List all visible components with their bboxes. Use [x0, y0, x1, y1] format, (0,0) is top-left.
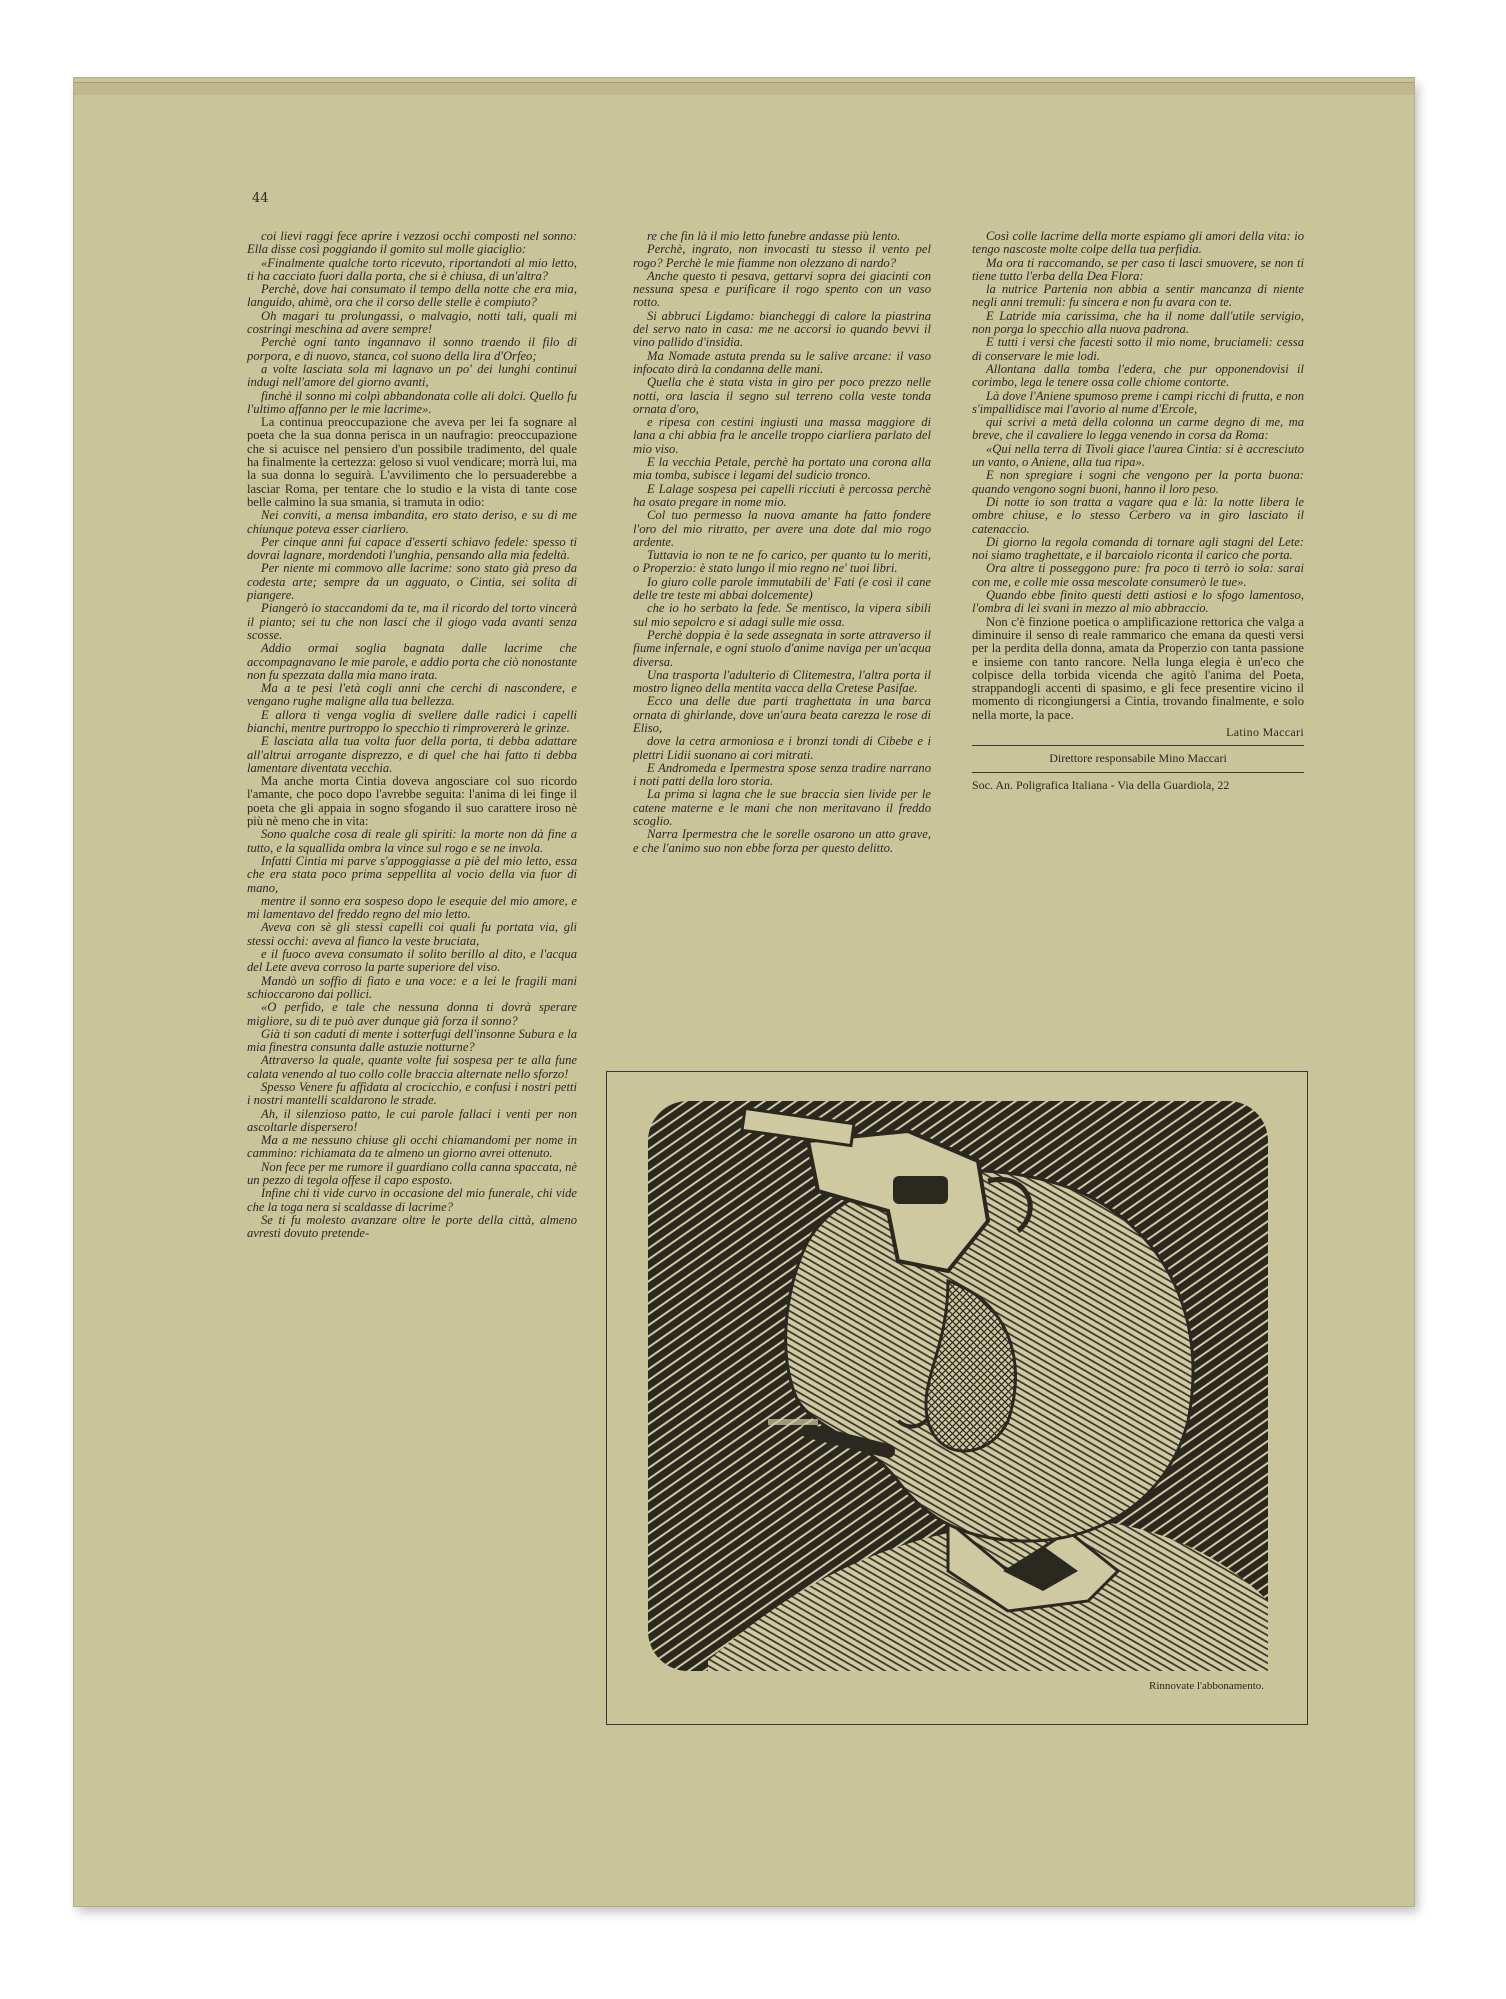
paragraph: Di giorno la regola comanda di tornare agli stagni del Lete: noi siamo traghettate, e il barcaiolo riconta il carico che porta. [972, 534, 1304, 563]
paragraph: Io giuro colle parole immutabili de' Fati (e così il cane delle tre teste mi abbai dolcemente) [633, 574, 931, 603]
paragraph: Ma Nomade astuta prenda su le salive arcane: il vaso infocato dirà la condanna delle mani. [633, 348, 931, 376]
paragraph: Là dove l'Aniene spumoso preme i campi ricchi di frutta, e non s'impallidisce mai l'avorio al nume d'Ercole, [972, 388, 1304, 416]
paragraph: Col tuo permesso la nuova amante ha fatto fondere l'oro del mio ritratto, per avere una dote dal mio rogo ardente. [633, 508, 931, 549]
paragraph: Non c'è finzione poetica o amplificazione rettorica che valga a diminuire il senso di reale rammarico che emana da questi versi per la perdita della donna, amata da Properzio con tanta passione e insieme con tanto rancore. Nella lunga elegia è un'eco che colpisce della torbida vicenda che agitò l'anima del Poeta, strappandogli accenti di spasimo, e gli fece presentire vicino il momento di ricongiungersi a Cintia, trovando finalmente, e solo nella morte, la pace. [972, 614, 1304, 722]
paragraph: re che fin là il mio letto funebre andasse più lento. [647, 229, 901, 243]
paragraph: Se ti fu molesto avanzare oltre le porte della città, almeno avresti dovuto pretende- [247, 1212, 577, 1241]
director-credit: Direttore responsabile Mino Maccari [1049, 751, 1227, 766]
paragraph: Spesso Venere fu affidata al crocicchio, e confusi i nostri petti i nostri mantelli scaldarono le strade. [247, 1080, 577, 1108]
folded-sheet-edge [74, 82, 1414, 95]
paragraph: Ma a me nessuno chiuse gli occhi chiamandomi per nome in cammino: richiamata da te almeno un giorno avrei ottenuto. [247, 1133, 577, 1161]
column-3-body [972, 230, 1304, 722]
text-column-3 [972, 230, 1304, 792]
paragraph: dove la cetra armoniosa e i bronzi tondi di Cibebe e i plettri Lidii suonano ai cori mitrati. [633, 734, 931, 762]
paragraph: Infatti Cintia mi parve s'appoggiasse a piè del mio letto, essa che era stata poco prima seppellita al vocio della via fuor di mano, [247, 853, 577, 895]
paragraph: La prima si lagna che le sue braccia sien livide per le catene materne e le mani che non meritavano il freddo scoglio. [633, 787, 931, 829]
paragraph: Narra Ipermestra che le sorelle osarono un atto grave, e che l'animo suo non ebbe forza per questo delitto. [633, 827, 931, 855]
printer-credit: Soc. An. Poligrafica Italiana - Via della Guardiola, 22 [972, 777, 1230, 792]
paragraph: Addio ormai soglia bagnata dalle lacrime che accompagnavano le mie parole, e addio porta che ciò nonostante non fu spezzata dalla mia mano irata. [247, 641, 577, 682]
paragraph: che io ho serbato la fede. Se mentisco, la vipera sibili sul mio sepolcro e si adagi sulle mie ossa. [633, 601, 931, 629]
paragraph: «Qui nella terra di Tivoli giace l'aurea Cintia: si è accresciuto un vanto, o Aniene, alla tua ripa». [972, 441, 1304, 470]
paragraph: Oh magari tu prolungassi, o malvagio, notti tali, quali mi costringi meschina ad avere sempre! [247, 308, 577, 337]
paragraph: Piangerò io staccandomi da te, ma il ricordo del torto vincerà il pianto; sei tu che non lasci che il giogo vada avanti senza scosse. [247, 601, 577, 642]
paragraph: Ma anche morta Cintia doveva angosciare col suo ricordo l'amante, che poco dopo l'avrebbe seguita: l'anima di lei finge il poeta che gli appaia in sogno sfogando il suo carattere iroso nè più nè meno che in vita: [247, 774, 577, 829]
paragraph: la nutrice Partenia non abbia a sentir mancanza di niente negli anni tremuli: fu sincera e non fu avara con te. [972, 282, 1304, 310]
paragraph: E tutti i versi che facesti sotto il mio nome, bruciameli: cessa di conservare le mie lodi. [972, 335, 1304, 363]
paragraph: Mandò un soffio di fiato e una voce: e a lei le fragili mani schioccarono dai pollici. [247, 973, 577, 1001]
paragraph: Tuttavia io non te ne fo carico, per quanto tu lo meriti, o Properzio: è stato lungo il mio regno ne' tuoi libri. [633, 548, 931, 576]
paragraph: Per cinque anni fui capace d'esserti schiavo fedele: spesso ti dovrai lagnare, mordendoti l'unghia, pensando alla mia fedeltà. [247, 534, 577, 563]
divider-rule [972, 745, 1304, 746]
revolver-cylinder [893, 1176, 948, 1204]
paragraph: Ma a te pesi l'età cogli anni che cerchi di nascondere, e vengano rughe maligne alla tua bellezza. [247, 681, 577, 709]
paragraph: mentre il sonno era sospeso dopo le esequie del mio amore, e mi lamentavo del freddo regno del mio letto. [247, 893, 577, 922]
paragraph: qui scrivi a metà della colonna un carme degno di me, ma breve, che il cavaliere lo legga venendo in corsa da Roma: [972, 415, 1304, 443]
paragraph: e ripesa con cestini ingiusti una massa maggiore di lana a chi abbia fra le ancelle troppo ciarliera parlato del mio viso. [633, 415, 931, 456]
paragraph: Ecco una delle due parti traghettata in una barca ornata di ghirlande, dove un'aura beata carezza le rose di Eliso, [633, 694, 931, 735]
paragraph: Ah, il silenzioso patto, le cui parole fallaci i venti per non ascoltarle dispersero! [247, 1106, 577, 1134]
paragraph: Sono qualche cosa di reale gli spiriti: la morte non dà fine a tutto, e la squallida ombra la vince sul rogo e se ne invola. [247, 827, 577, 855]
paragraph: finchè il sonno mi colpì abbandonata colle ali dolci. Quello fu l'ultimo affanno per le mie lacrime». [247, 388, 577, 416]
paragraph: La continua preoccupazione che aveva per lei fa sognare al poeta che la sua donna perisca in un naufragio: preoccupazione che si acuisce nel pensiero d'un possibile tradimento, del quale ha finalmente la certezza: geloso si vuol vendicare; morrà lui, ma la sua donna lo seguirà. L'avvilimento che lo persuaderebbe a lasciar Roma, per tentare che lo studio e la vista di tante cose belle calmino la sua smania, si tramuta in odio: [247, 415, 577, 509]
paragraph: Di notte io son tratta a vagare qua e là: la notte libera le ombre chiuse, e lo stesso Cerbero va in giro lasciato il catenaccio. [972, 494, 1304, 536]
paragraph: Quando ebbe finito questi detti astiosi e lo sfogo lamentoso, l'ombra di lei svanì in mezzo al mio abbraccio. [972, 588, 1304, 616]
paragraph: Non fece per me rumore il guardiano colla canna spaccata, nè un pezzo di tegola offese il capo esposto. [247, 1159, 577, 1188]
paragraph: E la vecchia Petale, perchè ha portato una corona alla mia tomba, subisce i legami del sudicio tronco. [633, 455, 931, 483]
paragraph: Attraverso la quale, quante volte fui sospesa per te alla fune calata venendo al tuo collo colle braccia alternate nello sforzo! [247, 1053, 577, 1081]
paragraph: Allontana dalla tomba l'edera, che pur opponendovisi il corimbo, lega le tenere ossa colle chiome contorte. [972, 361, 1304, 390]
paragraph: E allora ti venga voglia di svellere dalle radici i capelli bianchi, mentre purtroppo lo specchio ti rimprovererà le grinze. [247, 707, 577, 735]
paragraph: Una trasporta l'adulterio di Clitemestra, l'altra porta il mostro ligneo della mentita vacca della Cretese Pasifae. [633, 667, 931, 696]
text-column-1 [247, 230, 577, 1241]
paragraph: Quella che è stata vista in giro per poco prezzo nelle notti, ora lascia il segno sul terreno colla veste tonda ornata d'oro, [633, 375, 931, 416]
paragraph: Anche questo ti pesava, gettarvi sopra dei giacinti con nessuna spesa e purificare il rogo spento con un vaso rotto. [633, 268, 931, 310]
paragraph: e il fuoco aveva consumato il solito berillo al dito, e l'acqua del Lete aveva corroso la parte superiore del viso. [247, 947, 577, 975]
paragraph: Perchè ogni tanto ingannavo il sonno traendo il filo di porpora, e di nuovo, stanca, col suono della lira d'Orfeo; [247, 335, 577, 363]
paragraph: E Lalage sospesa pei capelli ricciuti è percossa perchè ha osato pregare in nome mio. [633, 481, 931, 509]
divider-rule [972, 772, 1304, 773]
author-signature: Latino Maccari [1226, 724, 1304, 739]
paragraph: E non spregiare i sogni che vengono per la porta buona: quando vengono sogni buoni, hanno il loro peso. [972, 468, 1304, 496]
paragraph: Nei conviti, a mensa imbandita, ero stato deriso, e su di me chiunque poteva esser ciarliero. [247, 508, 577, 536]
paragraph: Infine chi ti vide curvo in occasione del mio funerale, chi vide che la toga nera si scaldasse di lacrime? [247, 1186, 577, 1214]
paragraph: coi lievi raggi fece aprire i vezzosi occhi composti nel sonno: Ella disse così poggiando il gomito sul molle giaciglio: [247, 229, 577, 257]
illustration-caption: Rinnovate l'abbonamento. [1148, 1680, 1264, 1692]
paragraph: E Andromeda e Ipermestra spose senza tradire narrano i noti patti della loro storia. [633, 760, 931, 789]
woodcut-portrait-with-revolver [648, 1101, 1268, 1671]
paragraph: a volte lasciata sola mi lagnavo un po' dei lunghi continui indugi nell'amore del giorno avanti, [247, 361, 577, 390]
paragraph: Ma ora ti raccomando, se per caso ti lasci smuovere, se non ti tiene tutto l'erba della Dea Flora: [972, 255, 1304, 283]
paragraph: E lasciata alla tua volta fuor della porta, ti debba adattare all'altrui arrogante disprezzo, e di quel che hai fatto ti debba lamentare diventata vecchia. [247, 734, 577, 775]
page-number: 44 [252, 191, 269, 206]
paragraph: Perchè, dove hai consumato il tempo della notte che era mia, languido, ahimè, ora che il corso delle stelle è compiuto? [247, 282, 577, 310]
paragraph: Già ti son caduti di mente i sotterfugi dell'insonne Subura e la mia finestra consunta dalle astuzie notturne? [247, 1026, 577, 1055]
paragraph: Così colle lacrime della morte espiamo gli amori della vita: io tengo nascoste molte colpe della tua perfidia. [972, 229, 1304, 257]
paragraph: Ora altre ti posseggono pure: fra poco ti terrò io sola: sarai con me, e colle mie ossa mescolate consumerò le tue». [972, 561, 1304, 589]
paragraph: Perchè, ingrato, non invocasti tu stesso il vento pel rogo? Perchè le mie fiamme non olezzano di nardo? [633, 242, 931, 270]
smoke [768, 1419, 818, 1425]
paragraph: Si abbruci Ligdamo: biancheggi di calore la piastrina del servo nato in casa: me ne accorsi io quando bevvi il vino pallido d'insidia. [633, 308, 931, 350]
paragraph: «O perfido, e tale che nessuna donna ti dovrà sperare migliore, su di te può aver dunque già forza il sonno? [247, 1000, 577, 1028]
text-column-2 [633, 230, 931, 855]
paragraph: E Latride mia carissima, che ha il nome dall'utile servigio, non porga lo specchio alla nuova padrona. [972, 308, 1304, 337]
paragraph: Per niente mi commovo alle lacrime: sono stato già preso da codesta arte; sempre da un agguato, o Cintia, sei solita di piangere. [247, 561, 577, 603]
paragraph: Aveva con sè gli stessi capelli coi quali fu portata via, gli stessi occhi: aveva al fianco la veste bruciata, [247, 920, 577, 948]
paragraph: «Finalmente qualche torto ricevuto, riportandoti al mio letto, ti ha cacciato fuori dalla porta, che si è chiusa, di un'altra? [247, 255, 577, 283]
paragraph: Perchè doppia è la sede assegnata in sorte attraverso il fiume infernale, e ogni stuolo d'anime naviga per un'acqua diversa. [633, 627, 931, 669]
